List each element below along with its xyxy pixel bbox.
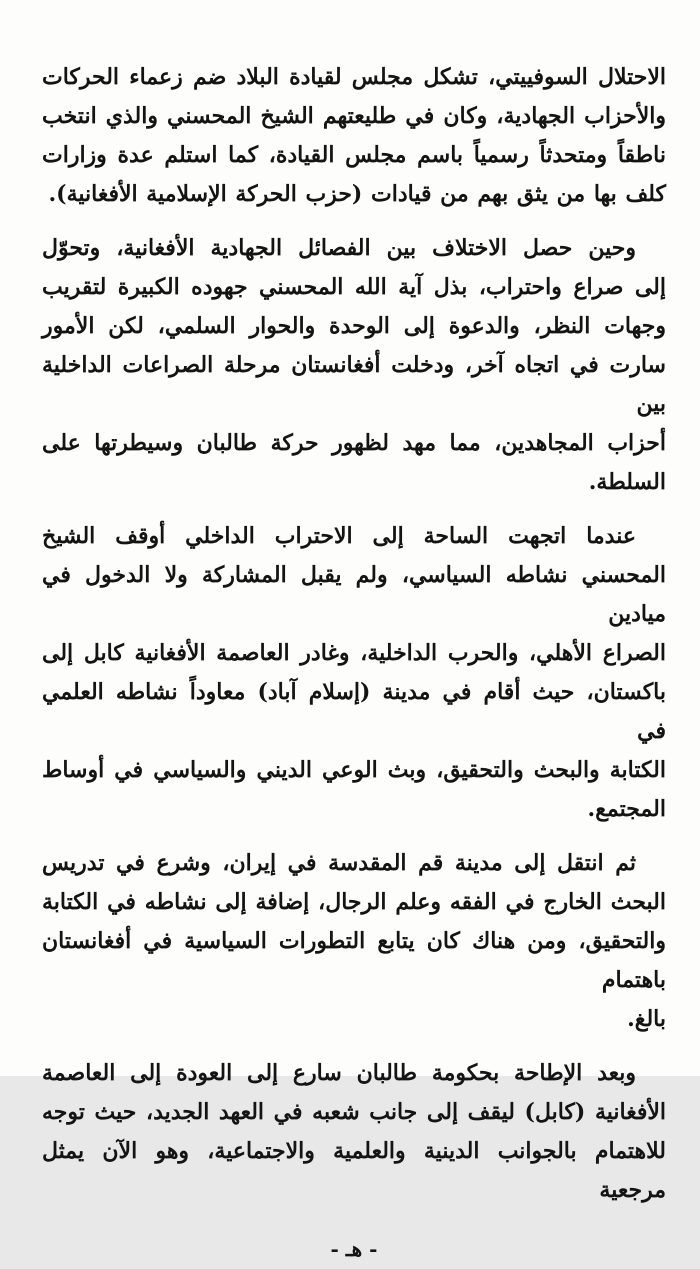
text-line: كلف بها من يثق بهم من قيادات (حزب الحركة الإسلامية الأفغانية). <box>48 181 666 207</box>
paragraph-2 <box>42 229 666 502</box>
text-line: البحث الخارج في الفقه وعلم الرجال، إضافة إلى نشاطه في الكتابة <box>42 889 666 915</box>
paragraph-4 <box>42 844 666 1039</box>
text-line: بالغ. <box>627 1006 666 1032</box>
text-line: ثم انتقل إلى مدينة قم المقدسة في إيران، وشرع في تدريس <box>42 850 636 876</box>
text-line: السلطة. <box>588 469 666 495</box>
text-line: والأحزاب الجهادية، وكان في طليعتهم الشيخ المحسني والذي انتخب <box>42 103 666 129</box>
paragraph-3 <box>42 517 666 829</box>
paragraph-5 <box>42 1054 666 1210</box>
page-footer <box>42 1230 666 1269</box>
text-line: للاهتمام بالجوانب الدينية والعلمية والاجتماعية، وهو الآن يمثل مرجعية <box>42 1138 666 1203</box>
text-line: الصراع الأهلي، والحرب الداخلية، وغادر العاصمة الأفغانية كابل إلى <box>42 640 666 666</box>
text-line: وبعد الإطاحة بحكومة طالبان سارع إلى العودة إلى العاصمة <box>42 1060 636 1086</box>
text-line: الاحتلال السوفييتي، تشكل مجلس لقيادة البلاد ضم زعماء الحركات <box>42 64 666 90</box>
text-line: إلى صراع واحتراب، بذل آية الله المحسني جهوده الكبيرة لتقريب <box>42 274 666 300</box>
paragraph-1 <box>42 58 666 214</box>
text-line: ناطقاً ومتحدثاً رسمياً باسم مجلس القيادة، كما استلم عدة وزارات <box>42 142 666 168</box>
text-line: أحزاب المجاهدين، مما مهد لظهور حركة طالبان وسيطرتها على <box>42 430 666 456</box>
text-line: عندما اتجهت الساحة إلى الاحتراب الداخلي أوقف الشيخ <box>42 523 636 549</box>
text-line: الكتابة والبحث والتحقيق، وبث الوعي الديني والسياسي في أوساط <box>42 757 666 783</box>
text-line: المجتمع. <box>587 796 666 822</box>
text-line: سارت في اتجاه آخر، ودخلت أفغانستان مرحلة الصراعات الداخلية بين <box>42 352 666 417</box>
text-line: الأفغانية (كابل) ليقف إلى جانب شعبه في العهد الجديد، حيث توجه <box>42 1099 666 1125</box>
page-number: - هـ - <box>330 1237 378 1261</box>
text-line: باكستان، حيث أقام في مدينة (إسلام آباد) معاوداً نشاطه العلمي في <box>42 679 666 744</box>
text-line: والتحقيق، ومن هناك كان يتابع التطورات السياسية في أفغانستان باهتمام <box>42 928 666 993</box>
text-line: وحين حصل الاختلاف بين الفصائل الجهادية الأفغانية، وتحوّل <box>42 235 636 261</box>
page-body <box>42 58 666 1269</box>
text-line: وجهات النظر، والدعوة إلى الوحدة والحوار السلمي، لكن الأمور <box>42 313 666 339</box>
text-line: المحسني نشاطه السياسي، ولم يقبل المشاركة ولا الدخول في ميادين <box>42 562 666 627</box>
